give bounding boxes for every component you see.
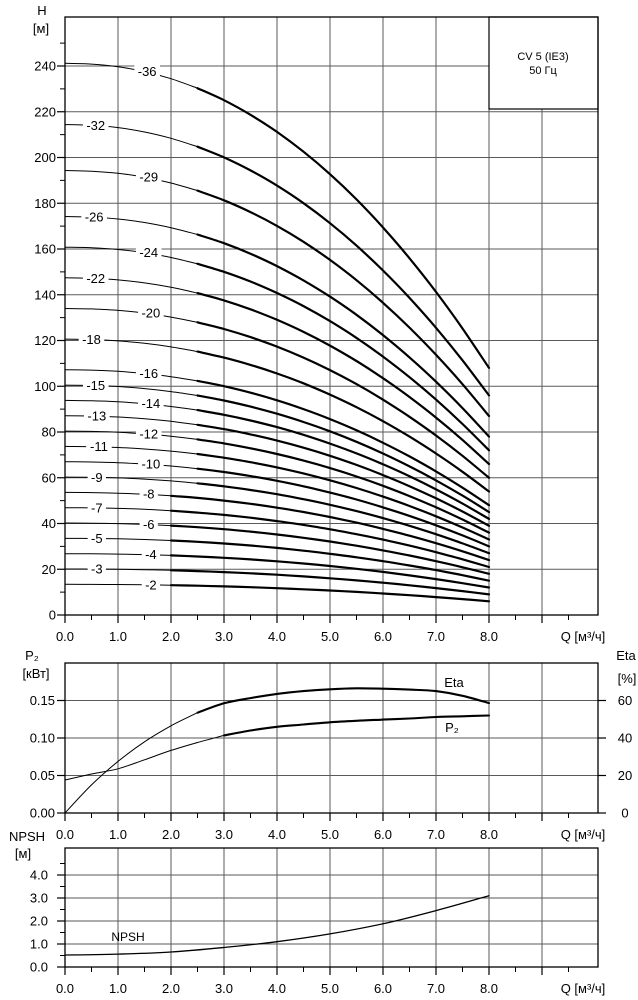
curve-label--36: -36 [137, 64, 157, 80]
curve-thin--24 [65, 247, 198, 264]
x-tick-label: 6.0 [373, 827, 393, 842]
curve-thin--11 [65, 446, 198, 454]
eta-tick-label: 60 [617, 693, 633, 708]
pump-type-label: CV 5 (IE3) [517, 51, 569, 63]
curve-label--12: -12 [139, 426, 159, 442]
curve-thin--10 [65, 462, 198, 469]
curve-label--22: -22 [86, 270, 106, 286]
x-tick-label: 2.0 [161, 827, 181, 842]
p2-tick-label: 0.05 [29, 768, 55, 783]
p2-axis-unit: [кВт] [22, 666, 50, 681]
x-tick-label: 8.0 [479, 981, 499, 996]
eta-axis-title: Eta [616, 648, 636, 663]
p2-tick-label: 0.10 [29, 730, 55, 746]
p2-tick-label: 0.15 [29, 693, 55, 708]
x-tick-label: 0.0 [55, 981, 75, 996]
npsh-tick-label: 2.0 [29, 913, 48, 929]
curve-label-group [136, 366, 162, 381]
curve-label-group [138, 396, 164, 411]
x-tick-label: 2.0 [161, 629, 181, 644]
x-tick-label: 3.0 [214, 629, 234, 644]
curve-label-group [88, 562, 106, 577]
npsh-tick-label: 3.0 [29, 890, 48, 906]
y-tick-label: 80 [41, 424, 56, 440]
curve-label--9: -9 [91, 469, 103, 485]
curve-label-group [140, 517, 158, 532]
curve-label--6: -6 [142, 516, 155, 532]
x-tick-label: 7.0 [426, 981, 446, 996]
y-tick-label: 160 [34, 241, 56, 257]
curve-label--20: -20 [141, 305, 161, 321]
curve-label-group [83, 118, 109, 133]
eta-axis-unit: [%] [617, 671, 637, 686]
curve-label-group [138, 306, 164, 321]
x-tick-label: 4.0 [267, 629, 287, 644]
curve-label-group [140, 487, 158, 502]
npsh-tick-label: 0.0 [29, 959, 48, 975]
h-axis-title: H [37, 3, 47, 18]
y-tick-label: 180 [34, 195, 56, 211]
curve-label--24: -24 [139, 245, 159, 261]
p2-tick-label: 0.00 [29, 805, 55, 821]
curve-label-group [83, 378, 109, 393]
curve-label--2: -2 [145, 577, 157, 593]
curve-label-group [134, 64, 160, 79]
curve-thin--36 [65, 63, 198, 88]
head-chart [33, 3, 605, 644]
x-tick-label: 1.0 [108, 981, 128, 996]
y-tick-label: 60 [41, 470, 56, 486]
x-tick-label: 0.0 [55, 629, 75, 644]
y-tick-label: 140 [34, 287, 56, 303]
x-tick-label: 7.0 [426, 629, 446, 644]
x-tick-label: 8.0 [479, 827, 499, 842]
curve-label-group [81, 210, 107, 225]
curve-label-group [136, 170, 162, 185]
curve-thin--29 [65, 171, 198, 191]
x-tick-label: 8.0 [479, 629, 499, 644]
x-tick-label: 4.0 [267, 827, 287, 842]
curve-label-group [88, 470, 106, 485]
curve--26 [198, 235, 490, 437]
x-tick-label: 6.0 [373, 629, 393, 644]
npsh-tick-label: 1.0 [29, 936, 48, 952]
p2-curve-label: P₂ [445, 720, 459, 735]
curve-label--7: -7 [91, 500, 103, 516]
curve-thin--20 [65, 309, 198, 323]
npsh-axis-title: NPSH [8, 829, 46, 844]
plot-frame [65, 848, 598, 967]
curve--22 [198, 293, 490, 464]
curve-label-group [88, 531, 106, 546]
title-box [489, 17, 598, 109]
curve-label--10: -10 [141, 456, 161, 472]
frequency-label: 50 Гц [529, 65, 557, 77]
curve-thin--14 [65, 400, 198, 410]
curve--24 [198, 264, 490, 451]
x-tick-label: 7.0 [426, 827, 446, 842]
x-tick-label: 4.0 [267, 981, 287, 996]
curve-label-group [142, 577, 160, 592]
x-tick-label: 2.0 [161, 981, 181, 996]
curve-label--14: -14 [141, 396, 161, 412]
x-axis-title: Q [м³/ч] [560, 981, 606, 996]
x-axis-title: Q [м³/ч] [560, 629, 606, 644]
curve--36 [198, 88, 490, 368]
x-tick-label: 5.0 [320, 981, 340, 996]
h-axis-unit: [м] [32, 21, 50, 36]
x-tick-label: 1.0 [108, 827, 128, 842]
curve-label--18: -18 [82, 332, 101, 348]
curve--18 [198, 352, 490, 492]
curve-label-group [79, 332, 105, 347]
x-tick-label: 5.0 [320, 629, 340, 644]
curve-label-group [136, 426, 162, 441]
x-tick-label: 6.0 [373, 981, 393, 996]
npsh-chart [9, 829, 605, 996]
curve-label-group [142, 547, 160, 562]
npsh-tick-label: 4.0 [29, 867, 48, 883]
y-tick-label: 0 [48, 607, 56, 623]
p2-axis-title: P₂ [25, 648, 39, 663]
eta-curve-thin [65, 713, 198, 813]
x-axis-title: Q [м³/ч] [560, 827, 606, 842]
x-tick-label: 3.0 [214, 981, 234, 996]
curve-label-group [136, 245, 162, 260]
curve-label-group [83, 271, 109, 286]
curve-label--15: -15 [86, 377, 106, 393]
curve-label--4: -4 [145, 547, 157, 563]
eta-curve-label: Eta [444, 675, 464, 690]
eta-tick-label: 0 [621, 805, 629, 821]
x-tick-label: 3.0 [214, 827, 234, 842]
curve-label--13: -13 [87, 408, 107, 424]
eta-tick-label: 20 [617, 768, 633, 783]
curve-label--5: -5 [91, 530, 103, 546]
eta-tick-label: 40 [617, 730, 633, 746]
power-efficiency-chart [22, 648, 636, 842]
curve-label-group [86, 439, 112, 454]
npsh-axis-unit: [м] [14, 846, 32, 861]
curve-label-group [138, 457, 164, 472]
curve-label--29: -29 [139, 169, 159, 185]
y-tick-label: 20 [41, 561, 56, 577]
y-tick-label: 200 [34, 150, 56, 165]
curve-label--8: -8 [142, 486, 155, 502]
x-tick-label: 0.0 [55, 827, 75, 842]
curve-label--3: -3 [91, 561, 103, 577]
y-tick-label: 100 [34, 378, 56, 394]
curve-label--16: -16 [139, 365, 159, 381]
curve-label-group [84, 409, 110, 424]
y-tick-label: 40 [41, 516, 56, 531]
title-box-rect [489, 17, 598, 109]
curve-label-group [88, 500, 106, 515]
x-tick-label: 1.0 [108, 629, 128, 644]
curve-label--26: -26 [84, 209, 104, 225]
curve-label--32: -32 [86, 117, 106, 133]
y-tick-label: 120 [34, 333, 56, 348]
y-tick-label: 220 [34, 104, 56, 120]
curve-label--11: -11 [90, 439, 108, 455]
x-tick-label: 5.0 [320, 827, 340, 842]
npsh-curve-label: NPSH [111, 930, 145, 944]
y-tick-label: 240 [34, 58, 56, 74]
